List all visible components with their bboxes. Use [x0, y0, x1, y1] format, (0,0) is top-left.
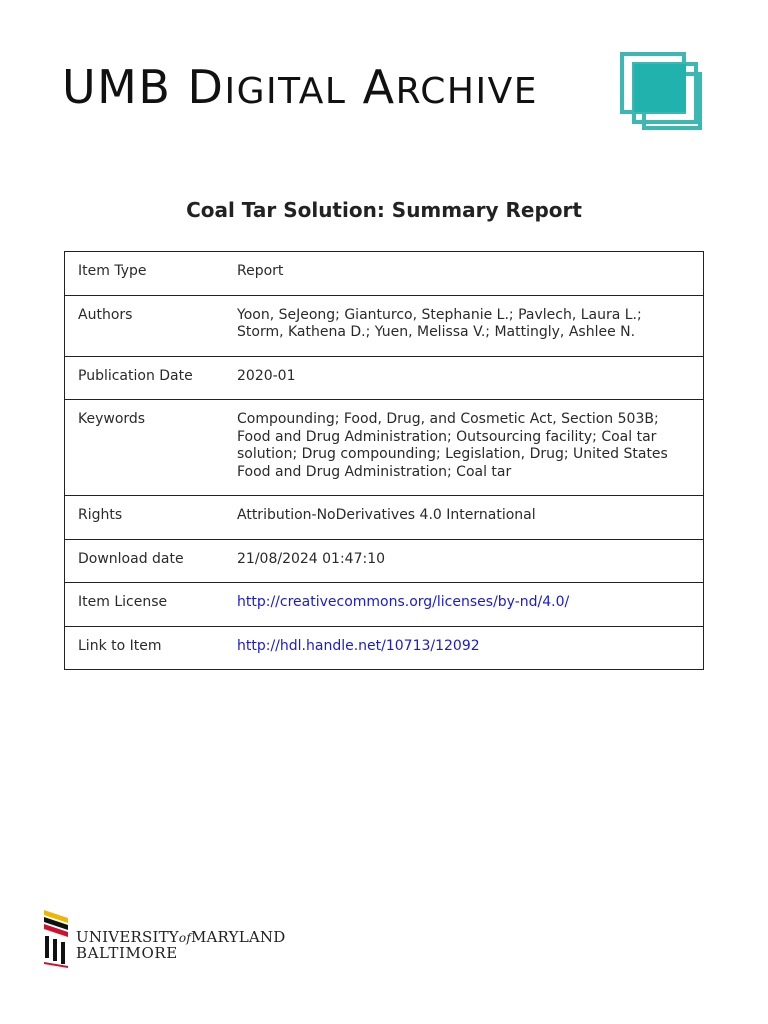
table-row [65, 583, 704, 627]
archive-title [62, 60, 538, 114]
keywords-label: Keywords [65, 400, 224, 496]
table-row [65, 356, 704, 400]
archive-title-word-2-rest: IGITAL [224, 71, 347, 112]
archive-title-word-1: UMB [62, 60, 172, 114]
item-type-value: Report [237, 263, 284, 279]
item-license-cell [223, 583, 704, 627]
publication-date-value: 2020-01 [223, 356, 704, 400]
umb-word-maryland: MARYLAND [190, 928, 286, 946]
table-row [65, 252, 704, 296]
archive-title-word-3-rest: RCHIVE [395, 71, 538, 112]
shield-column-2 [53, 939, 57, 961]
table-row [65, 539, 704, 583]
publication-date-label: Publication Date [65, 356, 224, 400]
umb-wordmark [76, 928, 285, 962]
shield-column-3 [61, 942, 65, 964]
table-row [65, 400, 704, 496]
download-date-label: Download date [65, 539, 224, 583]
item-license-label: Item License [65, 583, 224, 627]
archive-title-word-3-initial: A [362, 60, 396, 114]
table-row [65, 295, 704, 356]
stacked-squares-icon [620, 52, 704, 132]
item-type-label: Item Type [78, 263, 147, 279]
umb-logo [42, 906, 287, 968]
link-to-item-label: Link to Item [65, 626, 224, 670]
link-to-item-link[interactable]: http://hdl.handle.net/10713/12092 [237, 637, 480, 654]
item-license-link[interactable]: http://creativecommons.org/licenses/by-nd/4.0/ [237, 594, 570, 610]
umb-word-university: UNIVERSITY [76, 928, 179, 946]
archive-header [62, 58, 712, 138]
rights-value: Attribution-NoDerivatives 4.0 International [223, 496, 704, 540]
download-date-value: 21/08/2024 01:47:10 [223, 539, 704, 583]
document-title: Coal Tar Solution: Summary Report [186, 198, 582, 222]
metadata-table [64, 251, 704, 670]
archive-title-word-2-initial: D [187, 60, 225, 114]
keywords-value: Compounding; Food, Drug, and Cosmetic Act, Section 503B; Food and Drug Administration; Outsourcing facility; Coal tar solution; Drug compounding; Legislation, Drug; United States Food and Drug Administration; Coal tar [223, 400, 704, 496]
umb-word-of: of [178, 931, 191, 945]
shield-column-1 [45, 936, 49, 958]
logo-square-fill [634, 64, 686, 112]
rights-label: Rights [65, 496, 224, 540]
authors-value: Yoon, SeJeong; Gianturco, Stephanie L.; Pavlech, Laura L.; Storm, Kathena D.; Yuen, Melissa V.; Mattingly, Ashlee N. [223, 295, 704, 356]
umb-shield-icon [42, 906, 72, 968]
table-row [65, 626, 704, 670]
authors-label: Authors [65, 295, 224, 356]
link-to-item-cell [223, 626, 704, 670]
umb-wordmark-line-2: BALTIMORE [76, 944, 178, 962]
table-row [65, 496, 704, 540]
